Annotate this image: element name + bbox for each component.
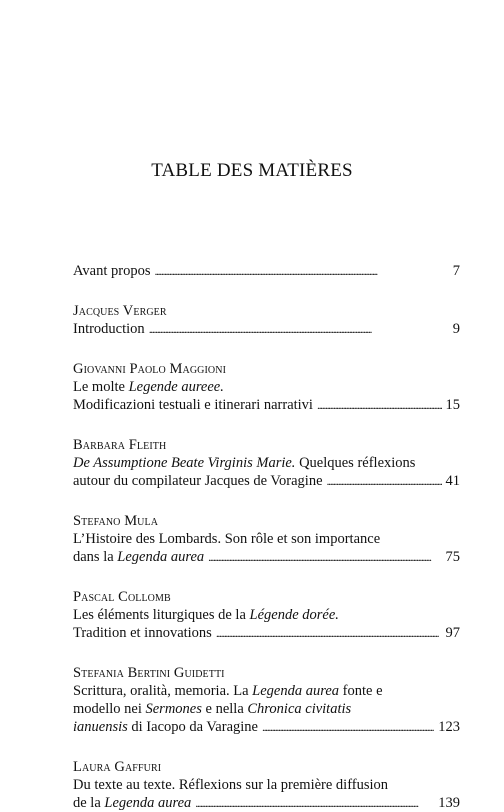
toc-entry-author: Jacques Verger bbox=[73, 303, 167, 319]
toc-entry-page-number: 9 bbox=[452, 321, 460, 337]
toc-entry-text: L’Histoire des Lombards. Son rôle et son importance bbox=[73, 531, 381, 547]
toc-entry-title-line bbox=[73, 530, 460, 548]
toc-entry-text: Modificazioni testuali e itinerari narrativi bbox=[73, 397, 313, 413]
toc-entry-text: modello nei bbox=[73, 701, 146, 717]
dot-leader bbox=[208, 548, 441, 566]
toc-entry-text: dans la bbox=[73, 549, 118, 565]
toc-entry-text: fonte e bbox=[339, 683, 383, 699]
toc-entry-title-line bbox=[73, 378, 460, 396]
toc-entry-page-number: 123 bbox=[438, 719, 460, 735]
toc-entry-page-number: 75 bbox=[445, 549, 460, 565]
toc-entry-italic-title: Sermones bbox=[145, 701, 202, 717]
toc-entry-title-line bbox=[73, 700, 460, 718]
toc-entry-title-line bbox=[73, 454, 460, 472]
toc-entry bbox=[73, 512, 460, 566]
toc-entry-italic-title: ianuensis bbox=[73, 719, 128, 735]
toc-entry-title-line bbox=[73, 776, 460, 794]
toc-entry-title-line-with-page bbox=[73, 794, 460, 812]
dot-leader bbox=[216, 624, 442, 642]
toc-entry-text: Le molte bbox=[73, 379, 129, 395]
toc-entry-page-number: 7 bbox=[452, 263, 460, 279]
toc-entry bbox=[73, 360, 460, 414]
toc-entry-text: e nella bbox=[201, 701, 248, 717]
toc-entry-title-line-with-page bbox=[73, 320, 460, 338]
toc-entry-page-number: 41 bbox=[445, 473, 460, 489]
toc-entry-author: Laura Gaffuri bbox=[73, 759, 162, 775]
toc-entry-text: Tradition et innovations bbox=[73, 625, 212, 641]
toc-entry-title-line-with-page bbox=[73, 548, 460, 566]
toc-entry-title-line-with-page bbox=[73, 624, 460, 642]
toc-entry-text: de la bbox=[73, 795, 105, 811]
toc-entry bbox=[73, 758, 460, 812]
page-title: TABLE DES MATIÈRES bbox=[151, 160, 353, 181]
toc-entry bbox=[73, 588, 460, 642]
toc-entry bbox=[73, 262, 460, 280]
dot-leader bbox=[149, 320, 449, 338]
toc-entry-italic-title: Legende aureee. bbox=[128, 379, 224, 395]
toc-entry-italic-title: Chronica civitatis bbox=[247, 701, 352, 717]
toc-entry-page-number: 139 bbox=[438, 795, 460, 811]
toc-entry-italic-title: Legenda aurea bbox=[104, 795, 192, 811]
toc-entry-title-line bbox=[73, 682, 460, 700]
toc-entry bbox=[73, 664, 460, 736]
toc-entry-text: Avant propos bbox=[73, 263, 151, 279]
table-of-contents bbox=[73, 262, 460, 812]
toc-entry-text: di Iacopo da Varagine bbox=[127, 719, 258, 735]
toc-entry-text: autour du compilateur Jacques de Voragine bbox=[73, 473, 323, 489]
dot-leader bbox=[195, 794, 434, 812]
toc-entry-page-number: 97 bbox=[445, 625, 460, 641]
toc-entry-text: Quelques réflexions bbox=[295, 455, 416, 471]
toc-entry-page-number: 15 bbox=[445, 397, 460, 413]
toc-entry-title-line-with-page bbox=[73, 718, 460, 736]
toc-entry-author: Stefano Mula bbox=[73, 513, 159, 529]
toc-entry-title-line-with-page bbox=[73, 262, 460, 280]
dot-leader bbox=[262, 718, 434, 736]
toc-entry bbox=[73, 302, 460, 338]
toc-entry-author: Giovanni Paolo Maggioni bbox=[73, 361, 226, 377]
toc-entry-text: Scrittura, oralità, memoria. La bbox=[73, 683, 253, 699]
toc-entry-italic-title: De Assumptione Beate Virginis Marie. bbox=[73, 455, 296, 471]
dot-leader bbox=[154, 262, 448, 280]
toc-entry-italic-title: Legenda aurea bbox=[252, 683, 340, 699]
dot-leader bbox=[327, 472, 442, 490]
toc-entry-text: Du texte au texte. Réflexions sur la première diffusion bbox=[73, 777, 389, 793]
toc-entry-text: Les éléments liturgiques de la bbox=[73, 607, 250, 623]
toc-entry-title-line-with-page bbox=[73, 472, 460, 490]
dot-leader bbox=[317, 396, 442, 414]
toc-entry-author: Stefania Bertini Guidetti bbox=[73, 665, 225, 681]
toc-entry-title-line bbox=[73, 606, 460, 624]
toc-entry-text: Introduction bbox=[73, 321, 145, 337]
toc-entry-author: Pascal Collomb bbox=[73, 589, 171, 605]
toc-entry-author: Barbara Fleith bbox=[73, 437, 167, 453]
toc-entry-italic-title: Légende dorée. bbox=[249, 607, 339, 623]
toc-entry-title-line-with-page bbox=[73, 396, 460, 414]
toc-entry bbox=[73, 436, 460, 490]
toc-entry-italic-title: Legenda aurea bbox=[117, 549, 205, 565]
